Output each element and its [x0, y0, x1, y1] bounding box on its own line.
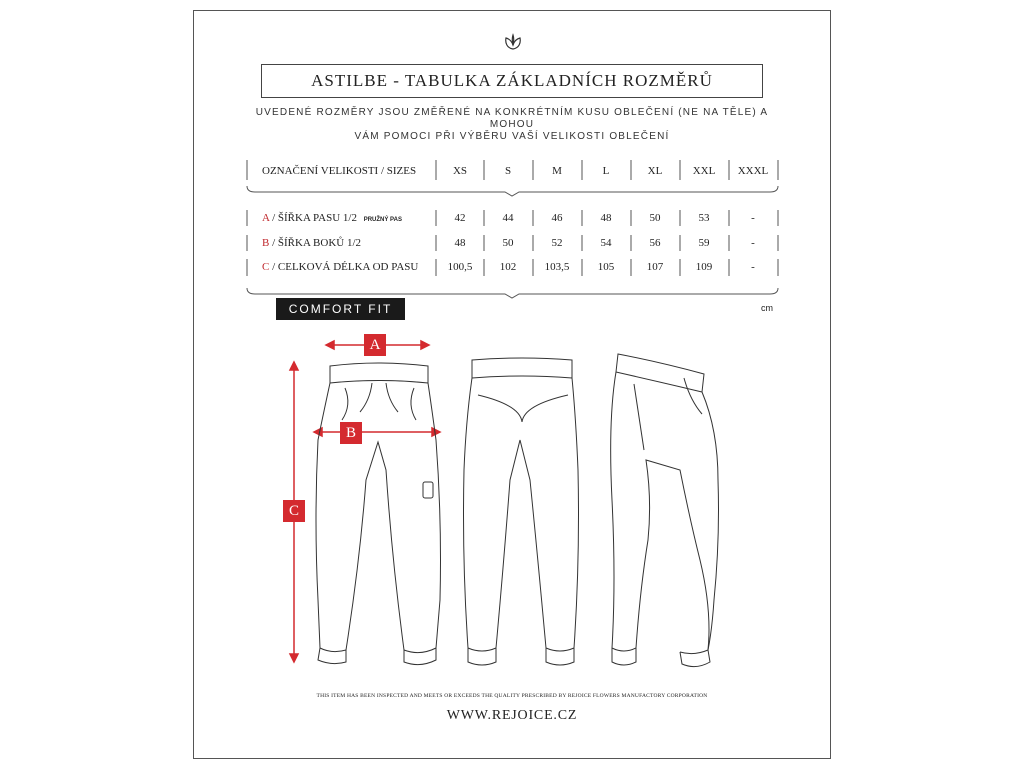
- website-link[interactable]: WWW.REJOICE.CZ: [446, 708, 578, 723]
- table-cell: -: [751, 237, 755, 249]
- note-line-1: UVEDENÉ ROZMĚRY JSOU ZMĚŘENÉ NA KONKRÉTNÍM KUSU OBLEČENÍ (NE NA TĚLE) A MOHOU: [255, 107, 769, 130]
- table-cell: 59: [698, 237, 710, 249]
- size-xs: XS: [452, 165, 468, 177]
- table-cell: 107: [646, 261, 664, 273]
- table-cell: -: [751, 261, 755, 273]
- tag-a: A: [364, 334, 386, 356]
- size-xl: XL: [647, 165, 663, 177]
- measure-arrows: [290, 341, 440, 662]
- quality-note: THIS ITEM HAS BEEN INSPECTED AND MEETS OR EXCEEDS THE QUALITY PRESCRIBED BY REJOICE FLOWERS MANUFACTORY CORPORATION: [316, 693, 708, 699]
- size-xxl: XXL: [692, 165, 716, 177]
- table-cell: 50: [649, 212, 661, 224]
- tag-c: C: [283, 500, 305, 522]
- back-view: [464, 358, 579, 665]
- row-a-text: / ŠÍŘKA PASU 1/2: [269, 212, 357, 224]
- table-cell: 105: [597, 261, 615, 273]
- row-c-text: / CELKOVÁ DÉLKA OD PASU: [269, 261, 419, 273]
- row-c-letter: C: [262, 261, 270, 273]
- table-cell: 53: [698, 212, 710, 224]
- table-cell: 52: [551, 237, 563, 249]
- table-cell: 109: [695, 261, 713, 273]
- fit-label: COMFORT FIT: [276, 298, 405, 320]
- row-a-extra: PRUŽNÝ PAS: [363, 217, 402, 223]
- size-s: S: [504, 165, 512, 177]
- table-cell: 103,5: [544, 261, 570, 273]
- table-cell: 102: [499, 261, 517, 273]
- tag-b: B: [340, 422, 362, 444]
- table-cell: 48: [454, 237, 466, 249]
- row-a-letter: A: [262, 212, 270, 224]
- size-xxxl: XXXL: [737, 165, 769, 177]
- table-cell: 48: [600, 212, 612, 224]
- table-cell: 56: [649, 237, 661, 249]
- size-l: L: [602, 165, 610, 177]
- table-cell: 42: [454, 212, 466, 224]
- front-view: [316, 363, 441, 665]
- table-cell: 46: [551, 212, 563, 224]
- page-title: ASTILBE - TABULKA ZÁKLADNÍCH ROZMĚRŮ: [261, 64, 763, 98]
- side-view: [611, 354, 719, 667]
- row-b-letter: B: [262, 237, 270, 249]
- table-cell: 50: [502, 237, 514, 249]
- size-m: M: [552, 165, 562, 177]
- row-b-text: / ŠÍŘKA BOKŮ 1/2: [269, 237, 362, 249]
- table-cell: 100,5: [447, 261, 473, 273]
- table-cell: -: [751, 212, 755, 224]
- size-header-label: OZNAČENÍ VELIKOSTI / SIZES: [262, 165, 417, 177]
- table-cell: 54: [600, 237, 612, 249]
- table-cell: 44: [502, 212, 514, 224]
- unit-label: cm: [761, 303, 773, 313]
- note-line-2: VÁM POMOCI PŘI VÝBĚRU VAŠÍ VELIKOSTI OBLEČENÍ: [354, 131, 670, 142]
